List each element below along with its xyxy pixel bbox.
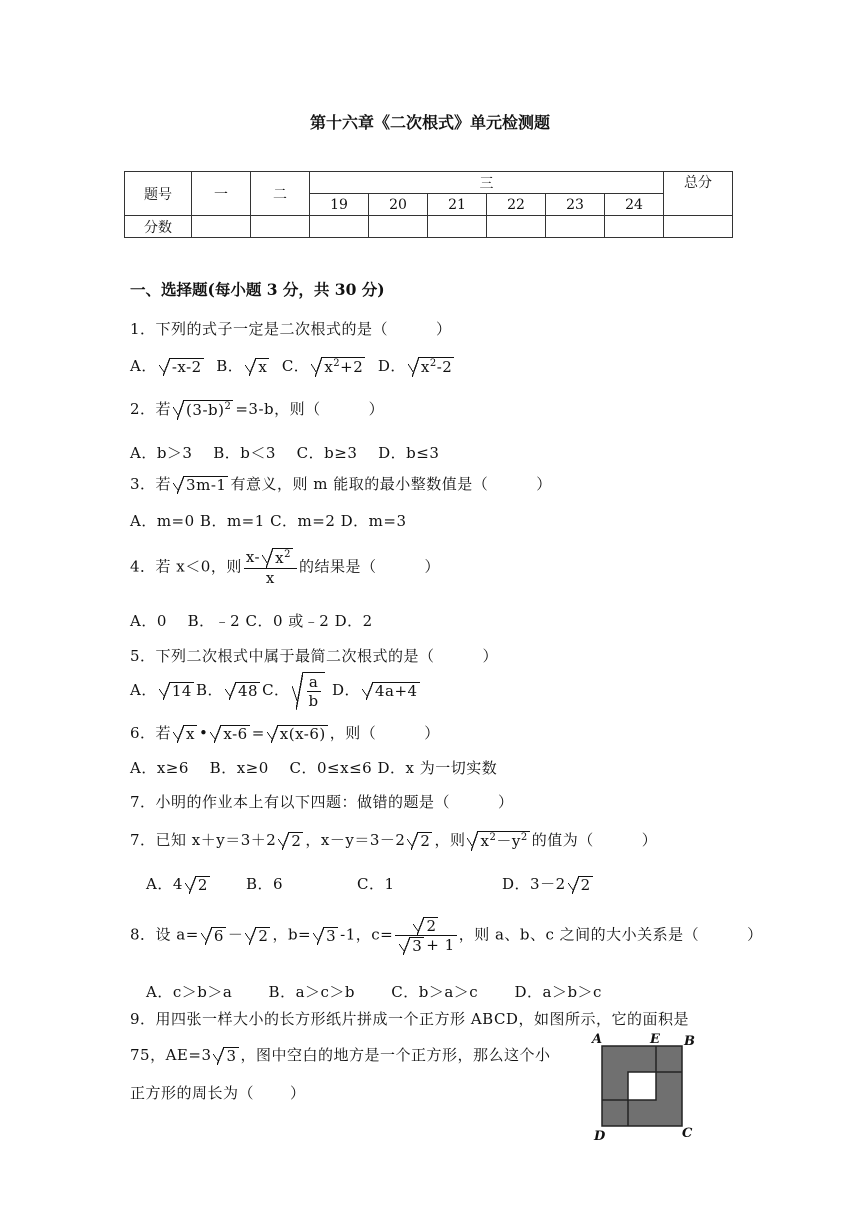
question-9-line-3: 正方形的周长为（ ） — [130, 1084, 306, 1102]
square-figure — [592, 1032, 702, 1144]
header-num-21: 21 — [428, 194, 487, 216]
header-part-2: 二 — [251, 172, 310, 216]
question-2-options: A．b＞3 B．b＜3 C．b≥3 D．b≤3 — [130, 444, 440, 462]
radical: 6 — [201, 927, 226, 945]
radical: $x^2-2$ — [408, 357, 454, 376]
score-cell[interactable] — [369, 216, 428, 238]
question-6: 6．若 x • x-6 = x(x-6) ，则（ ） — [130, 724, 440, 743]
header-num-23: 23 — [546, 194, 605, 216]
score-cell[interactable] — [310, 216, 369, 238]
question-8: 8．设 a= 6 － 2 ，b= 3 -1，c= $\frac{2}{3 + 1}$ ，则 a、b、c 之间的大小关系是（ ） — [130, 916, 763, 955]
radical: x — [245, 358, 269, 376]
question-3: 3．若 3m-1 有意义，则 m 能取的最小整数值是（ ） — [130, 475, 552, 494]
radical: $\frac{a}{b}$ — [292, 672, 325, 710]
question-5-options: A． 14 B． 48 C． $\frac{a}{b}$ D． 4a+4 — [130, 673, 418, 710]
score-cell[interactable] — [428, 216, 487, 238]
header-question-number: 题号 — [125, 172, 192, 216]
header-num-22: 22 — [487, 194, 546, 216]
radical: 3 — [213, 1047, 238, 1065]
question-7: 7．小明的作业本上有以下四题：做错的题是（ ） — [130, 793, 514, 811]
header-num-24: 24 — [605, 194, 664, 216]
radical: -x-2 — [159, 358, 204, 376]
score-cell[interactable] — [605, 216, 664, 238]
row-score-label: 分数 — [125, 216, 192, 238]
question-4-options: A．0 B．﹣2 C．0 或﹣2 D．2 — [130, 612, 373, 630]
radical: 2 — [568, 876, 593, 894]
label-D: D — [594, 1129, 606, 1144]
header-num-20: 20 — [369, 194, 428, 216]
question-3-options: A．m=0 B．m=1 C．m=2 D．m=3 — [130, 512, 407, 530]
section-heading-choice: 一、选择题(每小题 3 分，共 30 分) — [130, 280, 385, 299]
label-A: A — [592, 1032, 603, 1047]
radical: x(x-6) — [267, 725, 328, 743]
radical: $x^2+2$ — [311, 357, 365, 376]
fraction: $\frac{x- x^2}{x}$ — [244, 548, 297, 587]
score-cell[interactable] — [664, 216, 733, 238]
score-cell[interactable] — [546, 216, 605, 238]
question-7b: 7．已知 x＋y＝3＋2 2 ，x－y＝3－2 2 ，则 $x^2-y^2$ 的值为（ ） — [130, 831, 658, 851]
header-part-3: 三 — [310, 172, 664, 194]
label-B: B — [684, 1034, 695, 1049]
score-cell[interactable] — [192, 216, 251, 238]
radical: 2 — [407, 832, 432, 850]
radical: $x^2-y^2$ — [467, 831, 529, 850]
question-1-options: A． -x-2 B． x C． $x^2+2$ D． $x^2-2$ — [130, 357, 453, 377]
radical: $(3-b)^2$ — [173, 400, 233, 419]
radical: 2 — [278, 832, 303, 850]
question-9-line-2: 75，AE=3 3 ，图中空白的地方是一个正方形，那么这个小 — [130, 1046, 551, 1065]
radical: 3 — [313, 927, 338, 945]
score-cell[interactable] — [487, 216, 546, 238]
question-5: 5．下列二次根式中属于最简二次根式的是（ ） — [130, 647, 499, 665]
label-C: C — [682, 1126, 693, 1141]
question-1: 1．下列的式子一定是二次根式的是（ ） — [130, 320, 452, 338]
fraction: $\frac{2}{3 + 1}$ — [395, 916, 456, 955]
header-num-19: 19 — [310, 194, 369, 216]
radical: x-6 — [210, 725, 249, 743]
radical: 2 — [245, 927, 270, 945]
question-8-options: A．c＞b＞a B．a＞c＞b C．b＞a＞c D．a＞b＞c — [146, 983, 602, 1001]
label-E: E — [650, 1032, 660, 1047]
question-6-options: A．x≥6 B．x≥0 C．0≤x≤6 D．x 为一切实数 — [130, 759, 498, 777]
radical: 4a+4 — [362, 682, 420, 700]
score-table — [124, 171, 733, 238]
score-cell[interactable] — [251, 216, 310, 238]
header-total: 总分 — [664, 172, 733, 216]
radical: 3m-1 — [173, 476, 228, 494]
question-9-line-1: 9．用四张一样大小的长方形纸片拼成一个正方形 ABCD，如图所示，它的面积是 — [130, 1010, 689, 1028]
question-2: 2．若 $(3-b)^2 =3-b$，则（ ） — [130, 400, 385, 420]
radical: 2 — [185, 876, 210, 894]
page-title: 第十六章《二次根式》单元检测题 — [309, 113, 550, 132]
header-part-1: 一 — [192, 172, 251, 216]
radical: 48 — [225, 682, 260, 700]
radical: x — [173, 725, 197, 743]
question-4: 4．若 x＜0，则 $\frac{x- x^2}{x}$ 的结果是（ ） — [130, 548, 440, 587]
radical: 14 — [159, 682, 194, 700]
